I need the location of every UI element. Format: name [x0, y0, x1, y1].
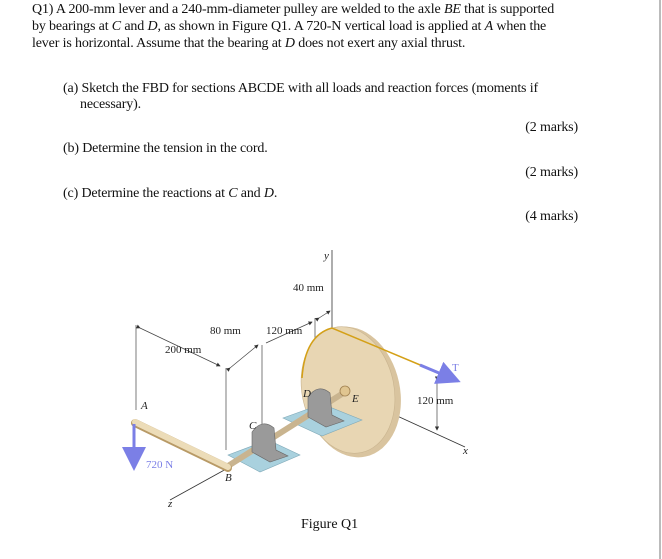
x-axis	[395, 415, 465, 447]
part-a-text: (a) Sketch the FBD for sections ABCDE with all loads and reaction forces (moments if	[63, 81, 538, 96]
part-c-text: (c) Determine the reactions at C and D.	[63, 186, 278, 201]
dim-radius-120mm: 120 mm	[417, 395, 454, 407]
label-t: T	[452, 362, 459, 374]
question-line-3: lever is horizontal. Assume that the bearing at D does not exert any axial thrust.	[32, 36, 466, 51]
label-z: z	[168, 498, 173, 510]
figure-caption: Figure Q1	[301, 517, 359, 532]
dim-80mm: 80 mm	[210, 325, 241, 337]
label-e: E	[352, 393, 359, 405]
hub-e	[340, 386, 350, 396]
part-b-text: (b) Determine the tension in the cord.	[63, 141, 268, 156]
label-c: C	[249, 420, 257, 432]
z-axis	[170, 468, 228, 500]
load-label: 720 N	[146, 459, 174, 471]
question-line-2: by bearings at C and D, as shown in Figure Q1. A 720-N vertical load is applied at A when the	[32, 19, 547, 34]
part-a-marks: (2 marks)	[525, 120, 578, 135]
label-d: D	[303, 388, 311, 400]
label-b: B	[225, 472, 232, 484]
dim-200mm: 200 mm	[165, 344, 202, 356]
part-b-marks: (2 marks)	[525, 165, 578, 180]
label-y: y	[324, 250, 329, 262]
part-c-marks: (4 marks)	[525, 209, 578, 224]
label-a: A	[141, 400, 148, 412]
question-line-1: Q1) A 200-mm lever and a 240-mm-diameter pulley are welded to the axle BE that is supported	[32, 2, 555, 17]
part-a-text-cont: necessary).	[80, 97, 141, 112]
dim-40mm: 40 mm	[293, 282, 324, 294]
label-x: x	[463, 445, 468, 457]
dim-120mm: 120 mm	[266, 325, 303, 337]
